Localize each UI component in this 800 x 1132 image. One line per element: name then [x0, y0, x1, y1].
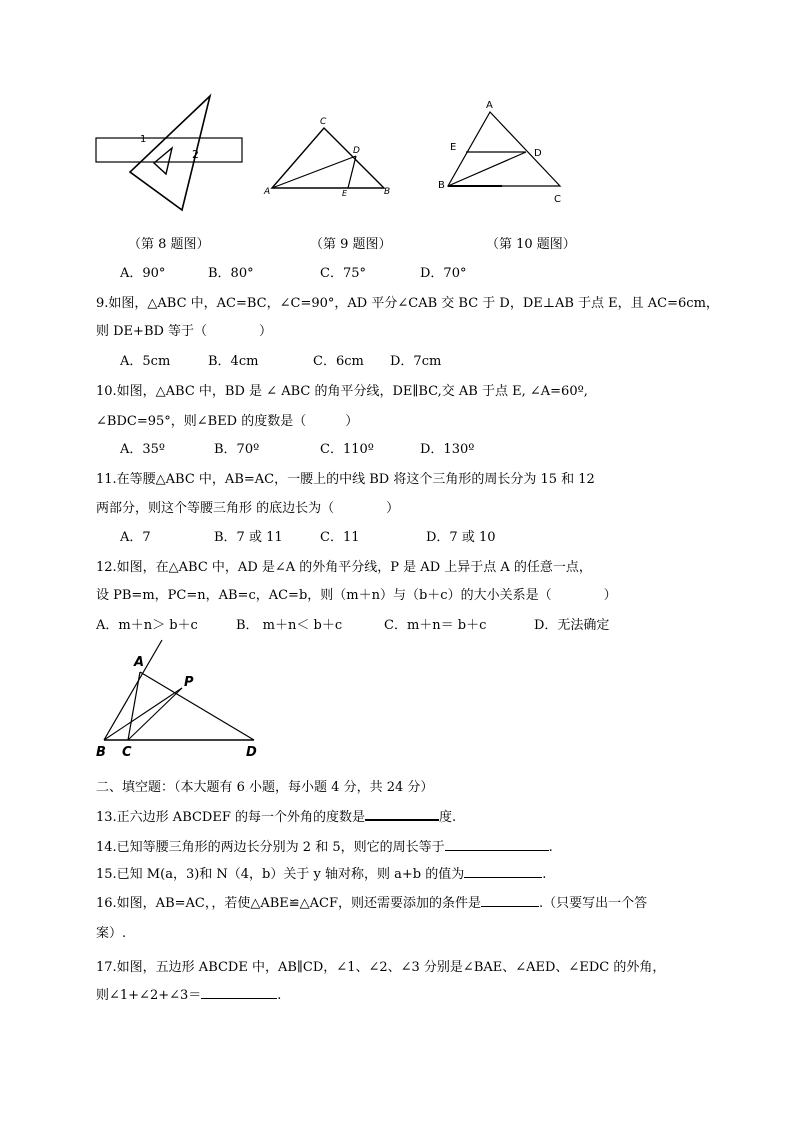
fig8-label-2: 2 — [192, 148, 199, 161]
fig12-label-d: D — [246, 745, 257, 760]
q12-option-c: C．m＋n＝ b＋c — [384, 618, 487, 633]
exterior-bisector-line — [104, 640, 162, 740]
q8-option-b: B．80° — [208, 266, 254, 281]
fig12-label-a: A — [134, 655, 145, 670]
fig9-label-e: E — [342, 189, 348, 198]
q11-text-line1: 11.在等腰△ABC 中，AB=AC，一腰上的中线 BD 将这个三角形的周长分为 15 和 12 — [96, 472, 595, 487]
q14-answer-blank[interactable] — [445, 838, 549, 851]
q15-text-after: . — [542, 867, 547, 882]
q16-answer-blank[interactable] — [481, 894, 539, 907]
q11-option-b: B．7 或 11 — [214, 530, 283, 545]
segment-ad — [140, 672, 254, 740]
q12-option-d: D．无法确定 — [534, 618, 610, 633]
fig10-label-b: B — [438, 180, 445, 191]
q10-option-b: B．70º — [214, 442, 260, 457]
q10-text-line2: ∠BDC=95°，则∠BED 的度数是（ ） — [96, 414, 359, 429]
segment-ad — [272, 156, 356, 188]
segment-de — [348, 156, 356, 188]
segment-bd — [448, 152, 526, 186]
q15-text-before: 15.已知 M(a，3)和 N（4，b）关于 y 轴对称，则 a+b 的值为 — [96, 867, 465, 882]
fig10-label-a: A — [486, 100, 493, 111]
q9-option-b: B．4cm — [208, 354, 259, 369]
q17-text-before: 则∠1+∠2+∠3＝ — [96, 988, 202, 1003]
q8-option-a: A．90° — [120, 266, 166, 281]
figure-8 — [92, 92, 252, 217]
q10-text-line1: 10.如图，△ABC 中，BD 是 ∠ ABC 的角平分线，DE∥BC,交 AB 于点 E, ∠A=60º, — [96, 384, 588, 399]
q9-option-d: D．7cm — [390, 354, 442, 369]
q16-text-after: .（只要写出一个答 — [539, 896, 648, 911]
q11-option-a: A．7 — [120, 530, 151, 545]
fig12-label-c: C — [122, 745, 132, 760]
q17-text-line1: 17.如图，五边形 ABCDE 中，AB∥CD，∠1、∠2、∠3 分别是∠BAE、∠AED、∠EDC 的外角， — [96, 960, 666, 975]
q10-option-a: A．35º — [120, 442, 166, 457]
q15-text — [96, 863, 546, 882]
q11-option-d: D．7 或 10 — [426, 530, 496, 545]
q13-answer-blank[interactable] — [365, 807, 439, 821]
q9-option-a: A．5cm — [120, 354, 171, 369]
q9-option-c: C．6cm — [313, 354, 364, 369]
q11-text-line2: 两部分，则这个等腰三角形 的底边长为（ ） — [96, 501, 400, 516]
set-square-inner — [154, 148, 172, 174]
q11-option-c: C．11 — [320, 530, 360, 545]
q12-text-line2: 设 PB=m，PC=n，AB=c，AC=b，则（m＋n）与（b＋c）的大小关系是（ ） — [96, 588, 617, 603]
triangle-abc — [448, 112, 560, 186]
figure-9-caption: （第 9 题图） — [310, 237, 392, 252]
q12-option-a: A．m＋n＞ b＋c — [96, 618, 198, 633]
q12-option-b: B． m＋n＜ b＋c — [236, 618, 343, 633]
figure-12 — [90, 636, 270, 761]
q16-text-before: 16.如图，AB=AC，，若使△ABE≌△ACF，则还需要添加的条件是 — [96, 896, 482, 911]
q13-text-before: 13.正六边形 ABCDEF 的每一个外角的度数是 — [96, 810, 366, 825]
section-2-heading: 二、填空题：（本大题有 6 小题，每小题 4 分，共 24 分） — [96, 780, 434, 795]
q8-option-d: D．70° — [420, 266, 467, 281]
q10-option-c: C．110º — [320, 442, 374, 457]
q10-option-d: D．130º — [420, 442, 475, 457]
fig9-label-c: C — [320, 117, 327, 127]
q15-answer-blank[interactable] — [464, 865, 542, 878]
segment-pb — [104, 688, 182, 740]
fig9-label-d: D — [353, 146, 360, 156]
fig12-label-p: P — [184, 675, 194, 690]
fig10-label-d: D — [534, 148, 542, 159]
fig10-label-e: E — [450, 142, 457, 153]
fig10-label-c: C — [554, 194, 561, 205]
fig12-label-b: B — [96, 745, 106, 760]
q13-text-after: 度. — [439, 810, 457, 825]
q16-text-line2: 案）. — [96, 926, 127, 941]
figure-10 — [432, 98, 572, 208]
q14-text — [96, 836, 553, 855]
fig9-label-a: A — [264, 187, 271, 197]
figure-8-caption: （第 8 题图） — [128, 237, 210, 252]
triangle-abc — [272, 128, 384, 188]
fig8-label-1: 1 — [140, 134, 147, 145]
q14-text-before: 14.已知等腰三角形的两边长分别为 2 和 5，则它的周长等于 — [96, 840, 445, 855]
figure-10-caption: （第 10 题图） — [486, 237, 576, 252]
q14-text-after: . — [548, 840, 553, 855]
q16-text-line1 — [96, 892, 647, 911]
q17-text-after: . — [277, 988, 282, 1003]
q17-answer-blank[interactable] — [201, 986, 277, 999]
q12-text-line1: 12.如图，在△ABC 中，AD 是∠A 的外角平分线，P 是 AD 上异于点 A 的任意一点， — [96, 560, 592, 575]
q8-option-c: C．75° — [320, 266, 366, 281]
fig9-label-b: B — [384, 187, 391, 197]
figure-9 — [258, 112, 398, 202]
q9-text-line2: 则 DE+BD 等于（ ） — [96, 324, 273, 339]
q13-text — [96, 806, 456, 825]
q17-text-line2 — [96, 984, 281, 1003]
q9-text-line1: 9.如图，△ABC 中，AC=BC，∠C=90°，AD 平分∠CAB 交 BC 于 D，DE⊥AB 于点 E，且 AC=6cm， — [96, 296, 719, 311]
